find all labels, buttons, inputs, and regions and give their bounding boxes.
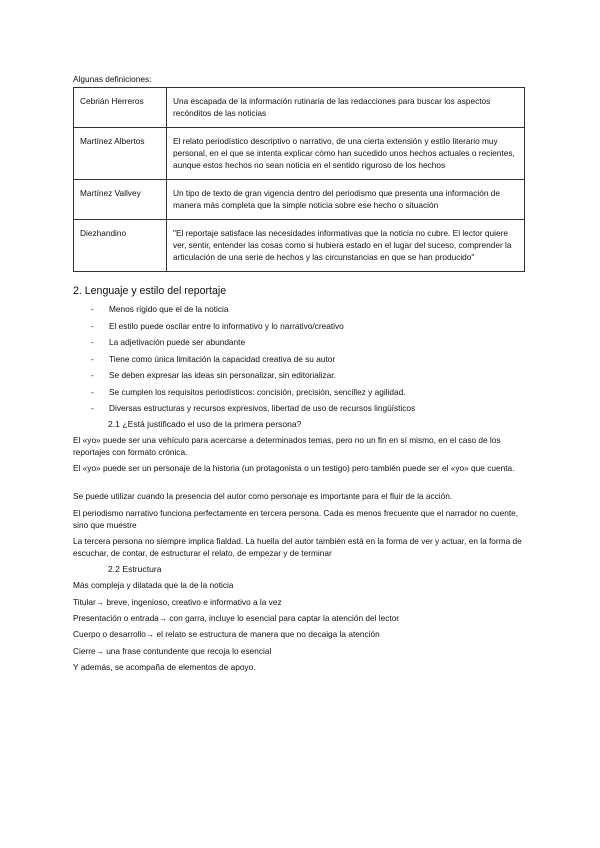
dash-bullet-icon: - — [91, 386, 94, 397]
paragraph: Cierre→ una frase contundente que recoja lo esencial — [73, 646, 272, 656]
dash-bullet-icon: - — [91, 403, 94, 413]
list-item: - El estilo puede oscilar entre lo informativo y lo narrativo/creativo — [91, 320, 344, 331]
table-row — [74, 88, 525, 128]
paragraph: Titular→ breve, ingenioso, creativo e informativo a la vez — [73, 597, 282, 607]
paragraph: Cuerpo o desarrollo→ el relato se estructura de manera que no decaiga la atención — [73, 629, 380, 639]
author-cell: Diezhandino — [74, 220, 167, 272]
dash-bullet-icon: - — [91, 304, 94, 314]
paragraph: Más compleja y dilatada que la de la noticia — [73, 580, 234, 590]
paragraph: El «yo» puede ser un personaje de la historia (un protagonista o un testigo) pero también puede ser el «yo» que cuenta. — [73, 463, 515, 473]
definition-cell: Una escapada de la información rutinaria de las redacciones para buscar los aspectos recónditos de las noticias — [167, 88, 525, 128]
list-item: - Menos rígido que el de la noticia — [91, 304, 229, 314]
definition-cell: El relato periodístico descriptivo o narrativo, de una cierta extensión y estilo literario muy personal, en el que se intenta explicar cómo han sucedido unos hechos actuales o recientes, aunque estos hechos no sean noticia en el sentido riguroso de los hechos — [167, 128, 525, 180]
dash-bullet-icon: - — [91, 370, 94, 380]
table-row — [74, 180, 525, 220]
dash-bullet-icon: - — [91, 337, 94, 347]
subsection-heading: 2.1 ¿Está justificado el uso de la primera persona? — [108, 419, 302, 429]
dash-bullet-icon: - — [91, 353, 94, 364]
table-row — [74, 128, 525, 180]
intro-text: Algunas definiciones: — [73, 74, 152, 84]
paragraph: El «yo» puede ser una vehículo para acercarse a determinados temas, pero no un fin en sí mismo, en el caso de los reportajes con formato crónica. — [73, 435, 501, 458]
style-bullet-list — [73, 303, 543, 419]
table-row — [74, 220, 525, 272]
list-item: - La adjetivación puede ser abundante — [91, 337, 246, 347]
paragraph: Presentación o entrada→ con garra, incluye lo esencial para captar la atención del lector — [73, 613, 400, 623]
list-item: - Tiene como única limitación la capacidad creativa de su autor — [91, 353, 336, 364]
author-cell: Cebrián Herreros — [74, 88, 167, 128]
paragraph: Y además, se acompaña de elementos de apoyo. — [73, 662, 256, 672]
definitions-table — [73, 87, 525, 272]
section-heading: 2. Lenguaje y estilo del reportaje — [73, 285, 227, 297]
list-item: - Se cumplen los requisitos periodísticos: concisión, precisión, sencillez y agilidad. — [91, 386, 406, 397]
author-cell: Martínez Albertos — [74, 128, 167, 180]
dash-bullet-icon: - — [91, 320, 94, 331]
list-item: - Diversas estructuras y recursos expresivos, libertad de uso de recursos lingüísticos — [91, 403, 416, 413]
subsection-heading: 2.2 Estructura — [108, 564, 162, 574]
paragraph: Se puede utilizar cuando la presencia del autor como personaje es importante para el fluir de la acción. — [73, 491, 453, 501]
definition-cell: "El reportaje satisface las necesidades informativas que la noticia no cubre. El lector quiere ver, sentir, entender las cosas como si hubiera estado en el lugar del suceso, comprender la articulación de una serie de hechos y las circunstancias en que se han producido" — [167, 220, 525, 272]
definition-cell: Un tipo de texto de gran vigencia dentro del periodismo que presenta una información de manera más completa que la simple noticia sobre ese hecho o situación — [167, 180, 525, 220]
author-cell: Martínez Vallvey — [74, 180, 167, 220]
list-item: - Se deben expresar las ideas sin personalizar, sin editorializar. — [91, 370, 336, 380]
paragraph: El periodismo narrativo funciona perfectamente en tercera persona. Cada es menos frecuente que el narrador no cuente, sino que muestre — [73, 508, 519, 531]
paragraph: La tercera persona no siempre implica fialdad. La huella del autor también está en la forma de ver y actuar, en la forma de escuchar, de contar, de estructurar el relato, de empezar y de terminar — [73, 536, 522, 559]
